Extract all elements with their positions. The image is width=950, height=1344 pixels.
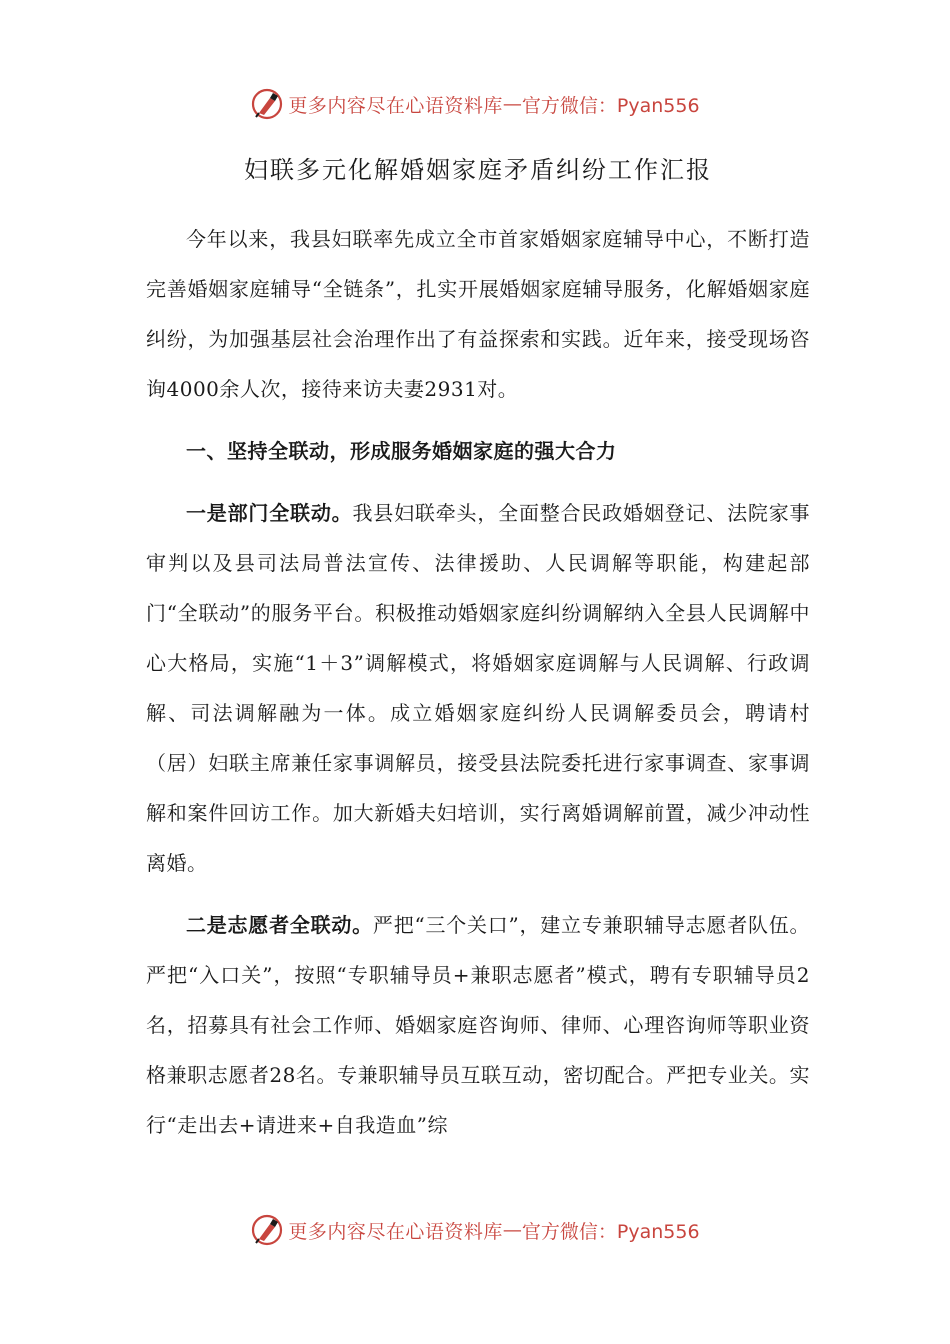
- intro-paragraph: 今年以来，我县妇联率先成立全市首家婚姻家庭辅导中心，不断打造完善婚姻家庭辅导“全链条”，扎实开展婚姻家庭辅导服务，化解婚姻家庭纠纷，为加强基层社会治理作出了有益探索和实践。近年来，接受现场咨询4000余人次，接待来访夫妻2931对。: [146, 227, 810, 401]
- paragraph-lead: 二是志愿者全联动。: [186, 913, 373, 937]
- document-title: 妇联多元化解婚姻家庭矛盾纠纷工作汇报: [244, 156, 712, 184]
- banner-contact: 官方微信：Pyan556: [521, 94, 700, 117]
- header-banner: [0, 84, 950, 124]
- pen-nib-logo-icon: [250, 87, 284, 121]
- banner-text: 更多内容尽在心语资料库: [288, 94, 503, 117]
- banner-text: 更多内容尽在心语资料库: [288, 1220, 503, 1243]
- pen-nib-logo-icon: [250, 1213, 284, 1247]
- paragraph-body: 我县妇联牵头，全面整合民政婚姻登记、法院家事审判以及县司法局普法宣传、法律援助、人民调解等职能，构建起部门“全联动”的服务平台。积极推动婚姻家庭纠纷调解纳入全县人民调解中心大格局，实施“1＋3”调解模式，将婚姻家庭调解与人民调解、行政调解、司法调解融为一体。成立婚姻家庭纠纷人民调解委员会，聘请村（居）妇联主席兼任家事调解员，接受县法院委托进行家事调查、家事调解和案件回访工作。加大新婚夫妇培训，实行离婚调解前置，减少冲动性离婚。: [146, 501, 811, 875]
- section-heading: 一、坚持全联动，形成服务婚姻家庭的强大合力: [186, 439, 617, 463]
- paragraph-department: [146, 488, 810, 888]
- paragraph-body: 严把“三个关口”，建立专兼职辅导志愿者队伍。严把“入口关”，按照“专职辅导员+兼职志愿者”模式，聘有专职辅导员2名，招募具有社会工作师、婚姻家庭咨询师、律师、心理咨询师等职业资格兼职志愿者28名。专兼职辅导员互联互动，密切配合。严把专业关。实行“走出去+请进来+自我造血”综: [146, 913, 811, 1137]
- banner-contact: 官方微信：Pyan556: [521, 1220, 700, 1243]
- document-body: [146, 150, 810, 1150]
- banner-separator: —: [502, 93, 522, 115]
- footer-banner: [0, 1210, 950, 1250]
- banner-separator: —: [502, 1219, 522, 1241]
- paragraph-lead: 一是部门全联动。: [186, 501, 353, 525]
- paragraph-volunteer: [146, 900, 810, 1150]
